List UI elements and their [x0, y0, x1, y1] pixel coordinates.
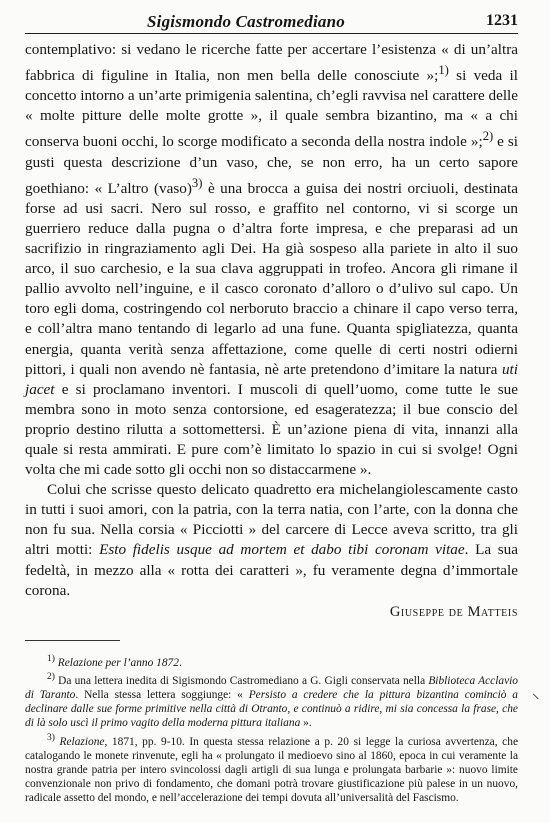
footnote-divider: [25, 640, 120, 641]
footnote-2: [25, 670, 518, 731]
running-title: Sigismondo Castromediano: [147, 12, 345, 31]
footnote-2-end: ».: [300, 717, 312, 730]
paragraph-1: [25, 40, 518, 480]
footnote-2-quote: Persisto a credere che la pittura bizantina cominciò a declinare dalle sue forme primitive nella città di Otranto, e continuò a ridire, mi sia concessa la frase, che di là solo uscì il primo vagito della moderna pittura italiana: [25, 689, 518, 730]
footnote-1-title: Relazione per l’anno 1872: [57, 656, 179, 669]
footnote-ref-2: 2): [482, 129, 494, 144]
p2-latin-motto: Esto fidelis usque ad mortem et dabo tibi coronam vitae: [99, 541, 465, 559]
p1-text-e: e si proclamano inventori. I muscoli di quell’uomo, come tutte le sue membra sono in moto senza contorsione, ed esageratezza; il bue conscio del proprio destino rilutta a sottomettersi. È un’azione piena di vita, innanzi alla quale si resta ammirati. E pure com’è limitato lo spazio in cui si svolge! Ogni volta che mi cade sotto gli occhi non so distaccarmene ».: [25, 380, 518, 479]
author-signature: Giuseppe de Matteis: [389, 603, 518, 620]
footnotes: [25, 652, 518, 805]
p1-text-c: e si gusti questa descrizione d’un vaso, che, se non erro, ha un certo sapore goethiano: « L’altro (vaso): [25, 133, 518, 197]
p1-text-b: si veda il concetto intorno a un’arte primigenia salentina, ch’egli ravvisa nel carattere delle « molte pitture delle molte grotte », il quale sembra bizantino, ma « a chi conserva buoni occhi, lo scorge modificato a seconda della nostra indole »;: [25, 67, 518, 151]
footnote-3-mark: 3): [47, 732, 55, 743]
p2-text-b: . La sua fedeltà, in mezzo alla « rotta dei caratteri », fu veramente degna d’immortale corona.: [25, 541, 518, 599]
paragraph-2: [25, 480, 518, 601]
article-body: [25, 40, 518, 622]
footnote-2-library: Biblioteca Acclavio di Taranto: [25, 674, 518, 701]
footnote-ref-3: 3): [191, 175, 203, 190]
footnote-ref-1: 1): [438, 63, 449, 78]
margin-annotation-mark: ⸜: [532, 686, 540, 702]
p1-latin-phrase: uti jacet: [25, 360, 518, 398]
p1-text-d: è una brocca a guisa dei nostri orciuoli, destinata forse ad usi sacri. Nero sul rosso, e graffito nel contorno, vi si scorge un guerriero reduce dalla pugna o d’altra forte impresa, e che preparasi ad un sacrifizio in ringraziamento agli Dei. Ha già sospeso alla pariete in alto il suo arco, il suo carchesio, e la sua clava aggruppati in trofeo. Ancora gli rimane il pallio avvolto nell’inguine, e il casco coronato d’alloro o d’ulivo sul capo. Un toro egli doma, costringendo col nerboruto braccio a chinare il capo verso terra, e coll’altra mano tentando di legarlo ad una fune. Quanta spigliatezza, quanta energia, quanta verità senza affettazione, come quelle di certi nostri odierni pittori, i quali non avendo nè fantasia, nè arte pretendono d’imitare la natura: [25, 179, 518, 378]
p2-text-a: Colui che scrisse questo delicato quadretto era michelangiolescamente casto in tutti i suoi amori, con la patria, con la terra natia, con l’arte, con la donna che non fu sua. Nella corsia « Picciotti » del carcere di Lecce aveva scritto, tra gli altri motti:: [25, 481, 518, 559]
footnote-1: [25, 652, 518, 670]
running-header: [25, 11, 518, 34]
page-number: 1231: [486, 12, 518, 29]
footnote-2-mark: 2): [47, 672, 55, 682]
footnote-3-text: , 1871, pp. 9-10. In questa stessa relazione a p. 20 si legge la curiosa avvertenza, che catalogando le monete rinvenute, egli ha « prolungato il medioevo sino al 1860, epoca in cui veramente la nostra grande patria per intero svincolossi dagli artigli di sua lunga e prolungata barbarie »: nuovo limite convenzionale non privo di fondamento, che domani potrà trovare giustificazione più palese in un nuovo, radicale assetto del mondo, e nell’accelerazione dei tempi dovuta all’universalità del Fascismo.: [25, 735, 518, 805]
footnote-2-text-b: . Nella stessa lettera soggiunge: «: [75, 689, 249, 701]
footnote-3-title: Relazione: [59, 735, 105, 748]
footnote-1-end: .: [178, 656, 182, 669]
p1-text-a: contemplativo: si vedano le ricerche fatte per accertare l’esistenza « di un’altra fabbrica di figuline in Italia, non men bella delle conosciute »;: [25, 41, 518, 85]
footnote-3: [25, 731, 518, 806]
footnote-2-text-a: Da una lettera inedita di Sigismondo Castromediano a G. Gigli conservata nella: [54, 674, 429, 687]
footnote-1-mark: 1): [47, 654, 55, 664]
